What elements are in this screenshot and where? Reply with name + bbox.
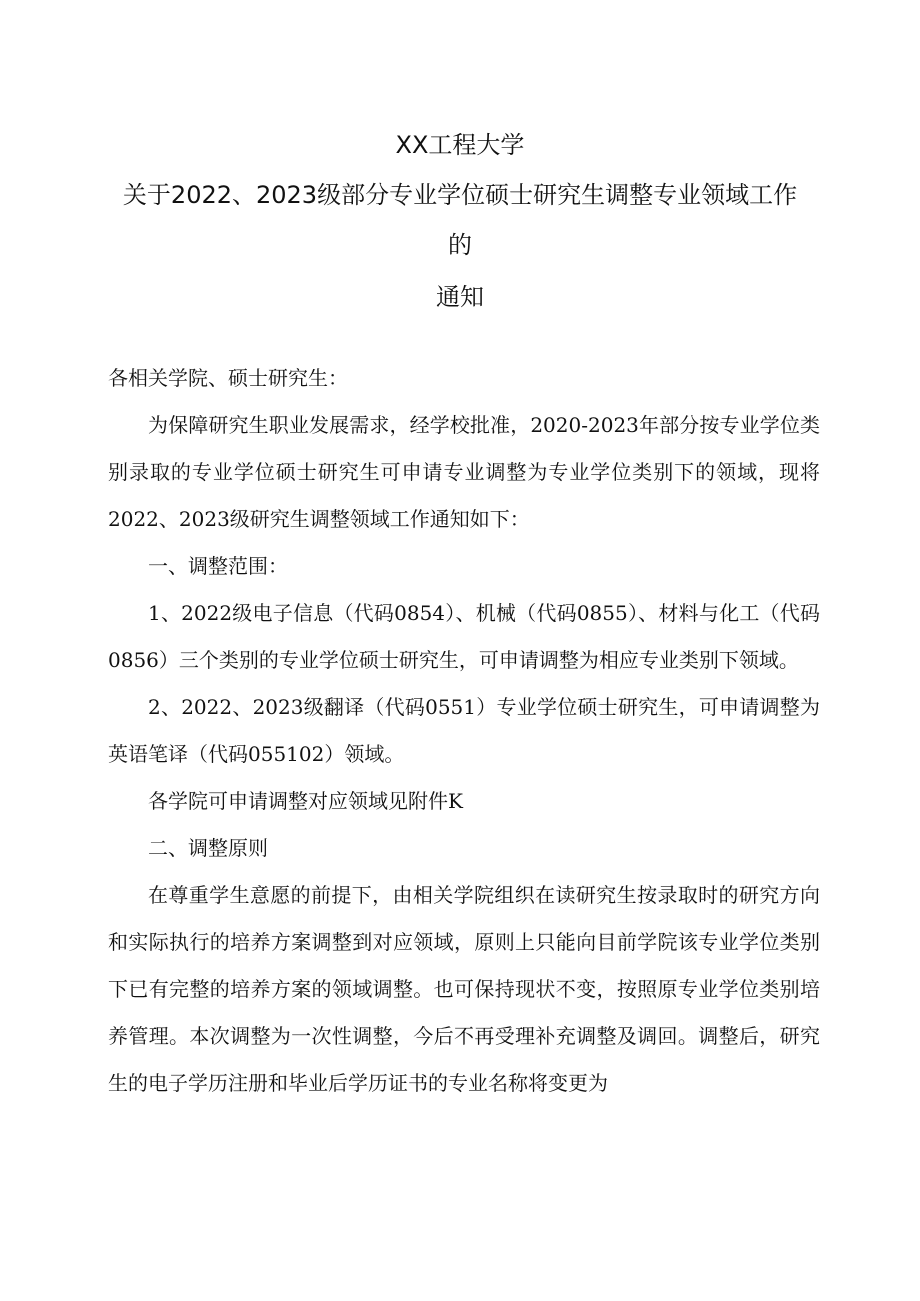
section-heading-principles: 二、调整原则 [148,836,268,860]
document-body [108,355,820,1107]
section-heading-scope: 一、调整范围： [148,554,288,578]
paragraph-scope-item-2: 2、2022、2023级翻译（代码0551）专业学位硕士研究生，可申请调整为英语笔译（代码055102）领域。 [108,695,820,766]
document-title-subject-continued: 的 [448,231,472,259]
paragraph-principles: 在尊重学生意愿的前提下，由相关学院组织在读研究生按录取时的研究方向和实际执行的培养方案调整到对应领域，原则上只能向目前学院该专业学位类别下已有完整的培养方案的领域调整。也可保持现状不变，按照原专业学位类别培养管理。本次调整为一次性调整，今后不再受理补充调整及调回。调整后，研究生的电子学历注册和毕业后学历证书的专业名称将变更为 [108,883,820,1095]
document-title-subject: 关于2022、2023级部分专业学位硕士研究生调整专业领域工作 [122,181,798,209]
paragraph-scope-item-1: 1、2022级电子信息（代码0854）、机械（代码0855）、材料与化工（代码0856）三个类别的专业学位硕士研究生，可申请调整为相应专业类别下领域。 [108,601,820,672]
paragraph-attachment-note: 各学院可申请调整对应领域见附件K [148,789,463,813]
salutation: 各相关学院、硕士研究生： [108,366,348,390]
document-title-school: XX工程大学 [395,131,525,159]
paragraph-intro: 为保障研究生职业发展需求，经学校批准，2020-2023年部分按专业学位类别录取的专业学位硕士研究生可申请专业调整为专业学位类别下的领域，现将2022、2023级研究生调整领域工作通知如下： [108,413,820,531]
document-title-notice: 通知 [436,283,484,311]
